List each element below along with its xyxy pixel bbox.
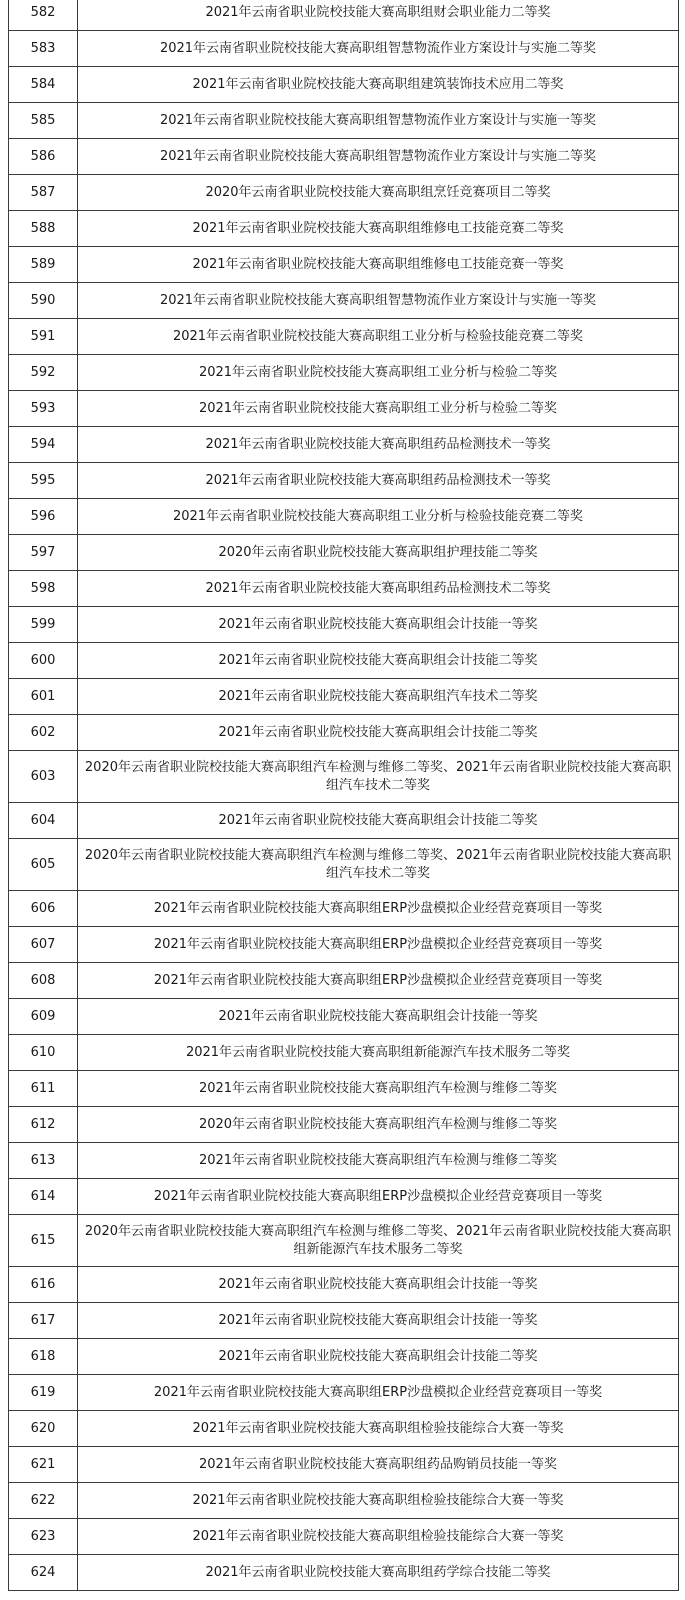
row-number-cell: 585 [9,103,78,139]
table-row [9,247,679,283]
row-number-cell: 605 [9,839,78,891]
table-row [9,175,679,211]
table-row [9,1143,679,1179]
award-description-cell: 2021年云南省职业院校技能大赛高职组会计技能一等奖 [78,607,679,643]
table-row [9,103,679,139]
row-number-cell: 610 [9,1035,78,1071]
award-description-cell: 2021年云南省职业院校技能大赛高职组智慧物流作业方案设计与实施二等奖 [78,139,679,175]
table-row [9,211,679,247]
row-number-cell: 594 [9,427,78,463]
row-number-cell: 588 [9,211,78,247]
row-number-cell: 590 [9,283,78,319]
award-description-cell: 2021年云南省职业院校技能大赛高职组汽车检测与维修二等奖 [78,1071,679,1107]
table-row [9,319,679,355]
row-number-cell: 592 [9,355,78,391]
row-number-cell: 613 [9,1143,78,1179]
table-row [9,391,679,427]
row-number-cell: 619 [9,1375,78,1411]
award-description-cell: 2020年云南省职业院校技能大赛高职组汽车检测与维修二等奖 [78,1107,679,1143]
row-number-cell: 609 [9,999,78,1035]
table-row [9,927,679,963]
row-number-cell: 607 [9,927,78,963]
table-row [9,463,679,499]
row-number-cell: 586 [9,139,78,175]
award-description-cell: 2021年云南省职业院校技能大赛高职组会计技能二等奖 [78,803,679,839]
award-description-cell: 2021年云南省职业院校技能大赛高职组工业分析与检验技能竞赛二等奖 [78,499,679,535]
award-description-cell: 2021年云南省职业院校技能大赛高职组药学综合技能二等奖 [78,1555,679,1591]
table-row [9,1215,679,1267]
table-row [9,535,679,571]
row-number-cell: 587 [9,175,78,211]
row-number-cell: 600 [9,643,78,679]
table-row [9,751,679,803]
table-row [9,283,679,319]
row-number-cell: 608 [9,963,78,999]
award-description-cell: 2021年云南省职业院校技能大赛高职组ERP沙盘模拟企业经营竞赛项目一等奖 [78,927,679,963]
row-number-cell: 624 [9,1555,78,1591]
award-description-cell: 2021年云南省职业院校技能大赛高职组检验技能综合大赛一等奖 [78,1411,679,1447]
table-row [9,1519,679,1555]
row-number-cell: 622 [9,1483,78,1519]
award-description-cell: 2021年云南省职业院校技能大赛高职组会计技能二等奖 [78,643,679,679]
award-description-cell: 2021年云南省职业院校技能大赛高职组财会职业能力二等奖 [78,0,679,31]
table-row [9,1339,679,1375]
table-row [9,679,679,715]
row-number-cell: 596 [9,499,78,535]
award-description-cell: 2021年云南省职业院校技能大赛高职组药品购销员技能一等奖 [78,1447,679,1483]
table-row [9,0,679,31]
row-number-cell: 620 [9,1411,78,1447]
row-number-cell: 616 [9,1267,78,1303]
row-number-cell: 598 [9,571,78,607]
table-row [9,1071,679,1107]
table-row [9,1107,679,1143]
row-number-cell: 601 [9,679,78,715]
row-number-cell: 591 [9,319,78,355]
award-description-cell: 2021年云南省职业院校技能大赛高职组建筑装饰技术应用二等奖 [78,67,679,103]
table-row [9,1375,679,1411]
award-description-cell: 2021年云南省职业院校技能大赛高职组维修电工技能竞赛二等奖 [78,211,679,247]
award-description-cell: 2021年云南省职业院校技能大赛高职组汽车检测与维修二等奖 [78,1143,679,1179]
award-description-cell: 2021年云南省职业院校技能大赛高职组ERP沙盘模拟企业经营竞赛项目一等奖 [78,1375,679,1411]
table-row [9,499,679,535]
award-description-cell: 2021年云南省职业院校技能大赛高职组汽车技术二等奖 [78,679,679,715]
award-description-cell: 2021年云南省职业院校技能大赛高职组会计技能一等奖 [78,1267,679,1303]
award-description-cell: 2020年云南省职业院校技能大赛高职组汽车检测与维修二等奖、2021年云南省职业院校技能大赛高职组新能源汽车技术服务二等奖 [78,1215,679,1267]
award-description-cell: 2020年云南省职业院校技能大赛高职组汽车检测与维修二等奖、2021年云南省职业院校技能大赛高职组汽车技术二等奖 [78,751,679,803]
row-number-cell: 615 [9,1215,78,1267]
award-description-cell: 2021年云南省职业院校技能大赛高职组工业分析与检验二等奖 [78,391,679,427]
award-table [8,0,679,1591]
award-description-cell: 2021年云南省职业院校技能大赛高职组ERP沙盘模拟企业经营竞赛项目一等奖 [78,891,679,927]
row-number-cell: 612 [9,1107,78,1143]
row-number-cell: 597 [9,535,78,571]
table-row [9,1483,679,1519]
row-number-cell: 589 [9,247,78,283]
award-description-cell: 2021年云南省职业院校技能大赛高职组ERP沙盘模拟企业经营竞赛项目一等奖 [78,963,679,999]
row-number-cell: 606 [9,891,78,927]
award-description-cell: 2021年云南省职业院校技能大赛高职组药品检测技术二等奖 [78,571,679,607]
table-row [9,1267,679,1303]
row-number-cell: 602 [9,715,78,751]
row-number-cell: 617 [9,1303,78,1339]
table-row [9,803,679,839]
award-description-cell: 2021年云南省职业院校技能大赛高职组智慧物流作业方案设计与实施一等奖 [78,283,679,319]
row-number-cell: 618 [9,1339,78,1375]
row-number-cell: 599 [9,607,78,643]
table-row [9,963,679,999]
award-description-cell: 2021年云南省职业院校技能大赛高职组药品检测技术一等奖 [78,463,679,499]
table-row [9,1035,679,1071]
table-row [9,571,679,607]
table-row [9,715,679,751]
table-row [9,67,679,103]
row-number-cell: 621 [9,1447,78,1483]
award-table-body [9,0,679,1591]
award-description-cell: 2020年云南省职业院校技能大赛高职组汽车检测与维修二等奖、2021年云南省职业院校技能大赛高职组汽车技术二等奖 [78,839,679,891]
table-row [9,607,679,643]
table-row [9,643,679,679]
table-row [9,891,679,927]
award-description-cell: 2021年云南省职业院校技能大赛高职组检验技能综合大赛一等奖 [78,1519,679,1555]
award-description-cell: 2021年云南省职业院校技能大赛高职组智慧物流作业方案设计与实施一等奖 [78,103,679,139]
award-description-cell: 2021年云南省职业院校技能大赛高职组工业分析与检验二等奖 [78,355,679,391]
table-row [9,1411,679,1447]
award-description-cell: 2021年云南省职业院校技能大赛高职组智慧物流作业方案设计与实施二等奖 [78,31,679,67]
row-number-cell: 582 [9,0,78,31]
table-row [9,1303,679,1339]
award-description-cell: 2021年云南省职业院校技能大赛高职组会计技能一等奖 [78,1303,679,1339]
award-description-cell: 2021年云南省职业院校技能大赛高职组工业分析与检验技能竞赛二等奖 [78,319,679,355]
row-number-cell: 593 [9,391,78,427]
award-description-cell: 2021年云南省职业院校技能大赛高职组会计技能二等奖 [78,715,679,751]
row-number-cell: 623 [9,1519,78,1555]
award-description-cell: 2021年云南省职业院校技能大赛高职组新能源汽车技术服务二等奖 [78,1035,679,1071]
award-description-cell: 2020年云南省职业院校技能大赛高职组烹饪竞赛项目二等奖 [78,175,679,211]
award-description-cell: 2021年云南省职业院校技能大赛高职组检验技能综合大赛一等奖 [78,1483,679,1519]
table-row [9,1555,679,1591]
award-description-cell: 2021年云南省职业院校技能大赛高职组ERP沙盘模拟企业经营竞赛项目一等奖 [78,1179,679,1215]
table-row [9,355,679,391]
table-row [9,999,679,1035]
row-number-cell: 583 [9,31,78,67]
award-description-cell: 2020年云南省职业院校技能大赛高职组护理技能二等奖 [78,535,679,571]
table-row [9,839,679,891]
award-description-cell: 2021年云南省职业院校技能大赛高职组会计技能一等奖 [78,999,679,1035]
row-number-cell: 604 [9,803,78,839]
table-row [9,427,679,463]
row-number-cell: 614 [9,1179,78,1215]
table-row [9,1447,679,1483]
row-number-cell: 584 [9,67,78,103]
award-description-cell: 2021年云南省职业院校技能大赛高职组维修电工技能竞赛一等奖 [78,247,679,283]
row-number-cell: 595 [9,463,78,499]
award-description-cell: 2021年云南省职业院校技能大赛高职组药品检测技术一等奖 [78,427,679,463]
table-row [9,139,679,175]
award-description-cell: 2021年云南省职业院校技能大赛高职组会计技能二等奖 [78,1339,679,1375]
row-number-cell: 611 [9,1071,78,1107]
table-row [9,1179,679,1215]
table-row [9,31,679,67]
row-number-cell: 603 [9,751,78,803]
